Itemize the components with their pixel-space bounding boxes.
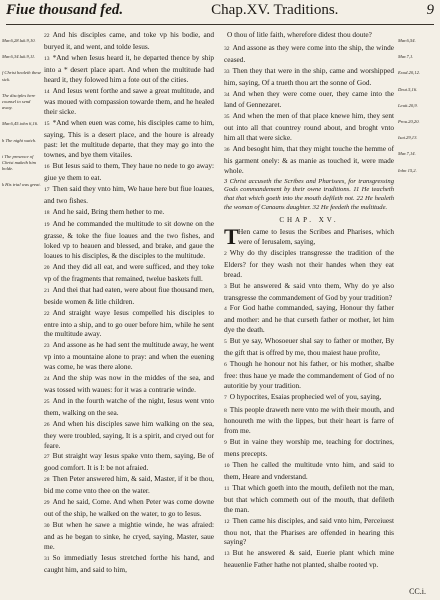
chapter-heading: CHAP. XV.	[279, 216, 339, 225]
verse-number: 19	[44, 222, 50, 229]
verse	[44, 553, 214, 575]
verse-text: But he answered & said, Euerie plant which mine heauenlie Father hathe not planted, shalbe rooted vp.	[224, 548, 394, 570]
text-column-left	[44, 30, 214, 575]
margin-note: Mar.6,34.luk.9,11.	[2, 54, 36, 60]
signature-mark: CC.i.	[409, 587, 426, 596]
verse-text: Though he honour not his father, or his mother, shalbe free: thus haue ye made the commandement of God of no autoritie by your tradition.	[224, 358, 394, 390]
verse-number: 22	[44, 310, 50, 317]
verse-number: 10	[224, 463, 230, 470]
verse-text: And when the men of that place knewe him, they sent out into all that countrey round about, and broght vnto him all that were sicke.	[224, 111, 394, 143]
verse	[44, 497, 214, 519]
verse-number: 14	[44, 88, 50, 95]
first-verse-text: Hen came to Iesus the Scribes and Pharises, which were of Ierusalem, saying,	[238, 227, 394, 246]
verse-number: 3	[224, 283, 227, 290]
verse	[224, 303, 394, 335]
verse-text: But he answered & said vnto them, Why do ye also transgresse the commandement of God by your tradition?	[224, 280, 394, 302]
verse	[44, 184, 214, 206]
verse-text: Why do thy disciples transgresse the tradition of the Elders? for they wash not their handes when they eat bread.	[224, 247, 394, 279]
verse-text: And he said, Bring them hether to me.	[52, 206, 165, 216]
left-margin-notes	[2, 38, 42, 199]
verse-text: And assone as they were come into the ship, the winde ceased.	[224, 42, 394, 64]
verse	[224, 548, 394, 570]
page-number: 9	[426, 2, 434, 18]
verse-number: 25	[44, 398, 50, 405]
verse-number: 6	[224, 361, 227, 368]
verse-number: 24	[44, 376, 50, 383]
verse	[44, 118, 214, 160]
verse	[44, 520, 214, 552]
page-header	[6, 2, 434, 25]
verse-number: 9	[224, 440, 227, 447]
running-title-center: Chap.XV. Traditions.	[211, 2, 339, 18]
verse-text: And he said, Come. And when Peter was come downe out of the ship, he walked on the water, to go to Iesus.	[44, 497, 214, 518]
verse-number: 29	[44, 500, 50, 507]
chapter-first-verse	[224, 224, 394, 250]
margin-note: Isai.29,13.	[398, 135, 418, 141]
verse-text: *And when euen was come, his disciples came to him, saying, This is a desert place, and the houre is already past: let the multitude departe, that they may go into the townes, and bye them vitailes.	[44, 118, 214, 159]
margin-note: Mar.6,54.	[398, 38, 416, 43]
verse	[224, 144, 394, 176]
verse-number: 18	[44, 209, 50, 216]
verse-text: And Iesus went forthe and sawe a great multitude, and was moued with compassion towarde them, and he healed their sicke.	[44, 85, 214, 117]
verse	[44, 219, 214, 261]
verse-number: 21	[44, 287, 50, 294]
margin-note: f Christ healeth these sick.	[2, 70, 42, 82]
verse-text: *And when Iesus heard it, he departed thence by ship into a * desert place apart. And when the multitude had heard it, they folowed him a fote out of the cities.	[44, 52, 214, 84]
verse-text: Then they that were in the ship, came and worshipped him, saying, Of a trueth thou art the sonne of God.	[224, 65, 394, 87]
verse	[44, 53, 214, 85]
verse	[44, 373, 214, 395]
verse-text: But Iesus said to them, They haue no nede to go away: giue ye them to eat.	[44, 160, 214, 182]
verse-text: This people draweth nere vnto me with their mouth, and honoureth me with the lippes, but their heart is farre of from me.	[224, 404, 394, 436]
verse-text: And when his disciples sawe him walking on the sea, they were troubled, saying, It is a spirit, and cryed out for feare.	[44, 418, 214, 450]
verse-number: 16	[44, 163, 50, 170]
verse-text: And his disciples came, and toke vp his bodie, and buryed it, and went, and tolde Iesus.	[44, 30, 214, 51]
verse-text: And the ship was now in the middes of the sea, and was tossed with waues: for it was a contrarie winde.	[44, 373, 214, 394]
verse-number: 20	[44, 265, 50, 272]
verse	[44, 474, 214, 496]
verses-chapter-14-end	[224, 30, 394, 176]
verse	[224, 437, 394, 459]
verse-number: 27	[44, 454, 50, 461]
verse	[44, 161, 214, 183]
verse	[224, 483, 394, 515]
verse	[224, 111, 394, 143]
verse	[224, 66, 394, 88]
verse	[224, 405, 394, 437]
verse-text: And thei that had eaten, were about fiue thousand men, beside women & litle children.	[44, 284, 214, 306]
verse	[224, 359, 394, 391]
verse-number: 13	[224, 551, 230, 558]
verse	[224, 336, 394, 358]
margin-note: i The presence of Christ maketh him bolde.	[2, 153, 36, 172]
verse	[44, 419, 214, 451]
verse	[224, 460, 394, 482]
verse	[44, 207, 214, 219]
margin-note: Mar.6,28.luk.9,10.	[2, 38, 36, 43]
verse-text: O hypocrites, Esaias prophecied wel of you, saying,	[229, 391, 382, 401]
verse	[224, 516, 394, 548]
verse	[224, 248, 394, 280]
verse-text: That which goeth into the mouth, defileth not the man, but that which commeth out of the mouth, that defileth the man.	[224, 482, 394, 514]
verse	[44, 30, 214, 52]
chapter-contents: 3 Christ accuseth the Scribes and Pharisees, for transgressing Gods commandement by their owne traditions. 11 He teacheth that that which goeth into the mouth defileth not. 22 He healeth the woman of Canaans daughter. 32 He feedeth the multitude.	[224, 177, 394, 211]
verse	[44, 340, 214, 372]
verse-number: 4	[224, 306, 227, 313]
verse-text: And they did all eat, and were sufficed, and they toke vp of the fragments that remained, twelue baskets full.	[44, 262, 214, 283]
verse	[224, 43, 394, 65]
verse-text: But in vaine they worship me, teaching for doctrines, mens precepts.	[224, 437, 394, 459]
verse-text: But straight way Iesus spake vnto them, saying, Be of good comfort. It is I: be not afraied.	[44, 451, 214, 473]
verse-number: 28	[44, 477, 50, 484]
verse-text: And in the fourth watche of the night, Iesus went vnto them, walking on the sea.	[44, 395, 214, 417]
verse-number: 30	[44, 522, 50, 529]
verse-number: 36	[224, 147, 230, 154]
verse-number: 22	[44, 33, 50, 39]
verse-text: And he commanded the multitude to sit downe on the grasse, & toke the fiue loaues and the two fishes, and loked vp to heauen and blessed, and brake, and gaue the loaues to his disciples, & the disciples to the multitude.	[44, 219, 214, 261]
verse-text: Then said they vnto him, We haue here but fiue loaues, and two fishes.	[44, 183, 214, 205]
verse-number: 31	[44, 555, 50, 562]
margin-note: Mar.6,45.iohn 6,16.	[2, 121, 39, 127]
verse	[224, 30, 394, 42]
verse	[44, 285, 214, 307]
verse-number: 7	[224, 394, 227, 401]
verse-number: 32	[224, 45, 230, 52]
margin-note: Mar.7,14.	[398, 151, 416, 157]
verse-text: But ye say, Whosoeuer shal say to father or mother, By the gift that is offred by me, thou maiest haue profite,	[224, 336, 394, 358]
verse-text: And besoght him, that they might touche the hemme of his garment onely: & as manie as touched it, were made whole.	[224, 144, 394, 175]
margin-note: Mar.7,1.	[398, 54, 414, 60]
verse-number: 26	[44, 421, 50, 428]
verse	[44, 308, 214, 340]
margin-note: Exod.20,12.	[398, 70, 421, 76]
margin-note: Leuit.20,9.	[398, 102, 418, 108]
verse	[44, 451, 214, 473]
verse-number: 8	[224, 407, 227, 414]
verse	[224, 281, 394, 303]
verse-text: And when they were come ouer, they came into the land of Gennezaret.	[224, 88, 394, 110]
verses-chapter-15	[224, 248, 394, 570]
verse-text: So immediatly Iesus stretched forthe his hand, and caught him, and said to him,	[44, 552, 214, 574]
verse-number: 11	[224, 485, 230, 492]
verse-number: 23	[44, 343, 50, 350]
verse-number: 5	[224, 339, 227, 346]
verse-text: Then he called the multitude vnto him, and said to them, Heare and vnderstand.	[224, 460, 394, 481]
verse	[44, 262, 214, 284]
verse-text: And straight waye Iesus compelled his disciples to entre into a ship, and to go ouer before him, while he sent the multitude away.	[44, 307, 214, 339]
verse-number: 12	[224, 518, 230, 525]
margin-note: Iohn 15,2.	[398, 167, 417, 173]
right-margin-notes	[398, 38, 438, 184]
verse-number: 2	[224, 250, 227, 257]
verse-text: O thou of litle faith, wherefore didest thou doute?	[227, 30, 372, 39]
margin-note: Deut.5,16.	[398, 86, 418, 92]
verse	[224, 392, 394, 404]
verse-text: Then Peter answered him, & said, Master, if it be thou, bid me come vnto thee on the water.	[44, 474, 214, 496]
margin-note: k His trial was great.	[2, 182, 41, 188]
margin-note: Prou.20,20.	[398, 119, 420, 125]
margin-note: The disciples here counsel to send away.	[2, 92, 36, 111]
verse-number: 33	[224, 68, 230, 75]
margin-note: h The night watch.	[2, 137, 37, 143]
verse-number: 15	[44, 121, 50, 128]
verse-text: But when he sawe a mightie winde, he was afraied: and as he began to sinke, he cryed, saying, Master, saue me.	[44, 519, 214, 551]
verse-text: And assone as he had sent the multitude away, he went vp into a mountaine alone to pray: and when the euening was come, he was there alone.	[44, 340, 214, 372]
drop-capital: T	[224, 224, 239, 250]
verse-text: For God hathe commanded, saying, Honour thy father and mother: and he that curseth father or mother, let him dye the death.	[224, 303, 394, 335]
verse-text: Then came his disciples, and said vnto him, Perceiuest thou not, that the Pharises are offended in hearing this saying?	[224, 515, 394, 547]
verse-number: 17	[44, 186, 50, 193]
text-column-right	[224, 30, 394, 571]
verse-number: 13	[44, 55, 50, 62]
verse	[44, 86, 214, 118]
verse-number: 35	[224, 114, 230, 121]
verse-number: 34	[224, 91, 230, 98]
running-title-left: Fiue thousand fed.	[6, 2, 124, 18]
verse	[224, 89, 394, 111]
verse	[44, 396, 214, 418]
